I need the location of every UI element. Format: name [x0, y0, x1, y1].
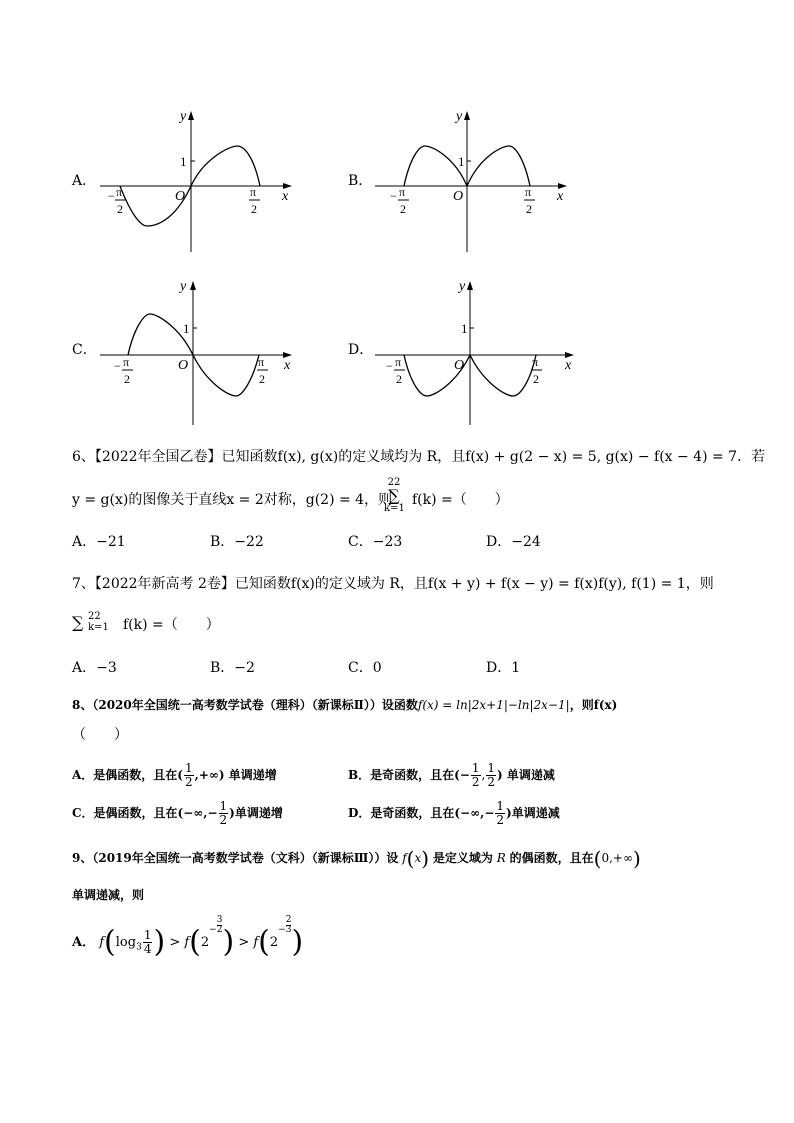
graph-c — [100, 270, 300, 430]
svg-text:−: − — [386, 359, 393, 373]
svg-text:O: O — [178, 358, 189, 373]
svg-text:y: y — [459, 279, 466, 294]
option-b-label: B． — [348, 173, 373, 189]
svg-text:2: 2 — [533, 372, 539, 386]
svg-text:π: π — [525, 185, 532, 199]
q7-sum: ∑ — [72, 613, 84, 632]
origin-label: O — [175, 189, 186, 204]
option-c-label: C． — [72, 342, 97, 358]
q6-line2: y = g(x)的图像关于直线x = 2对称，g(2) = 4，则 — [72, 492, 393, 508]
q6-sum: 22 ∑ k=1 — [384, 477, 405, 514]
q7-option-d[interactable]: D．1 — [486, 660, 521, 676]
svg-text:π: π — [116, 185, 123, 199]
option-a-label: A． — [72, 173, 97, 189]
svg-text:x: x — [565, 358, 572, 373]
svg-text:1: 1 — [461, 321, 468, 336]
option-d-label: D． — [348, 342, 374, 358]
q6-option-c[interactable]: C．−23 — [348, 534, 403, 550]
q8-option-c[interactable]: C．是偶函数，且在(−∞,− $\frac{1}{2}$ )单调递增 — [72, 799, 283, 827]
svg-text:2: 2 — [400, 202, 406, 216]
q8-paren: （ ） — [72, 727, 128, 743]
q7-line2: f(k) =（ ） — [123, 617, 220, 633]
q9-line2: 单调递减，则 — [72, 888, 145, 902]
q7-option-b[interactable]: B．−2 — [210, 660, 255, 676]
svg-text:2: 2 — [251, 202, 257, 216]
svg-text:π: π — [395, 355, 402, 369]
svg-text:y: y — [456, 109, 463, 124]
svg-text:x: x — [557, 189, 564, 204]
q7-option-a[interactable]: A．−3 — [72, 660, 117, 676]
svg-text:−: − — [114, 359, 121, 373]
q6-option-a[interactable]: A．−21 — [72, 534, 126, 550]
svg-text:2: 2 — [396, 372, 402, 386]
q7-line1: 7、【2022年新高考 2卷】已知函数f(x)的定义域为 R，且f(x + y) + f(x − y) = f(x)f(y), f(1) = 1，则 — [72, 576, 714, 592]
q9-option-a[interactable]: A． $f(\log_3$ $\frac{1}{4}$ ) > f(2− $\frac{3}{2}$ ) > f(2− $\frac{2}{3}$ ) — [72, 915, 304, 960]
svg-text:1: 1 — [183, 321, 190, 336]
one-label: 1 — [180, 154, 187, 169]
q8-option-d[interactable]: D．是奇函数，且在(−∞,− $\frac{1}{2}$ )单调递减 — [348, 799, 560, 827]
svg-text:π: π — [123, 355, 130, 369]
svg-text:π: π — [532, 355, 539, 369]
q6-line2-end: f(k) =（ ） — [412, 492, 509, 508]
q7-option-c[interactable]: C．0 — [348, 660, 382, 676]
svg-text:y: y — [180, 279, 187, 294]
graph-a — [100, 100, 300, 260]
svg-text:π: π — [399, 185, 406, 199]
q8-option-a[interactable]: A．是偶函数，且在( $\frac{1}{2}$ ,+∞) 单调递增 — [72, 761, 277, 789]
graph-b — [375, 100, 575, 260]
svg-text:1: 1 — [458, 154, 465, 169]
q8-option-b[interactable]: B．是奇函数，且在(− $\frac{1}{2}$ , $\frac{1}{2}$ ) 单调递减 — [348, 761, 555, 789]
svg-text:−: − — [390, 189, 397, 203]
svg-text:2: 2 — [117, 202, 123, 216]
svg-text:x: x — [284, 358, 291, 373]
x-axis-label: x — [282, 189, 289, 204]
q8-line1: 8、（2020年全国统一高考数学试卷（理科）（新课标Ⅱ））设函数f(x) = ln|2x+1|−ln|2x−1|，则f(x) — [72, 698, 618, 712]
svg-text:π: π — [250, 185, 257, 199]
svg-text:2: 2 — [124, 372, 130, 386]
q6-option-b[interactable]: B．−22 — [210, 534, 264, 550]
svg-text:2: 2 — [259, 372, 265, 386]
svg-text:−: − — [108, 189, 115, 203]
graph-d — [375, 270, 575, 430]
svg-text:O: O — [453, 189, 464, 204]
q9-line1: 9、（2019年全国统一高考数学试卷（文科）（新课标Ⅲ））设 f(x) 是定义域为 R 的偶函数，且在(0,+∞) — [72, 846, 641, 871]
q6-line1: 6、【2022年全国乙卷】已知函数f(x), g(x)的定义域均为 R，且f(x) + g(2 − x) = 5, g(x) − f(x − 4) = 7．若 — [72, 449, 766, 465]
svg-text:π: π — [258, 355, 265, 369]
svg-text:2: 2 — [526, 202, 532, 216]
svg-text:O: O — [454, 358, 465, 373]
y-axis-label: y — [180, 109, 187, 124]
q6-option-d[interactable]: D．−24 — [486, 534, 541, 550]
